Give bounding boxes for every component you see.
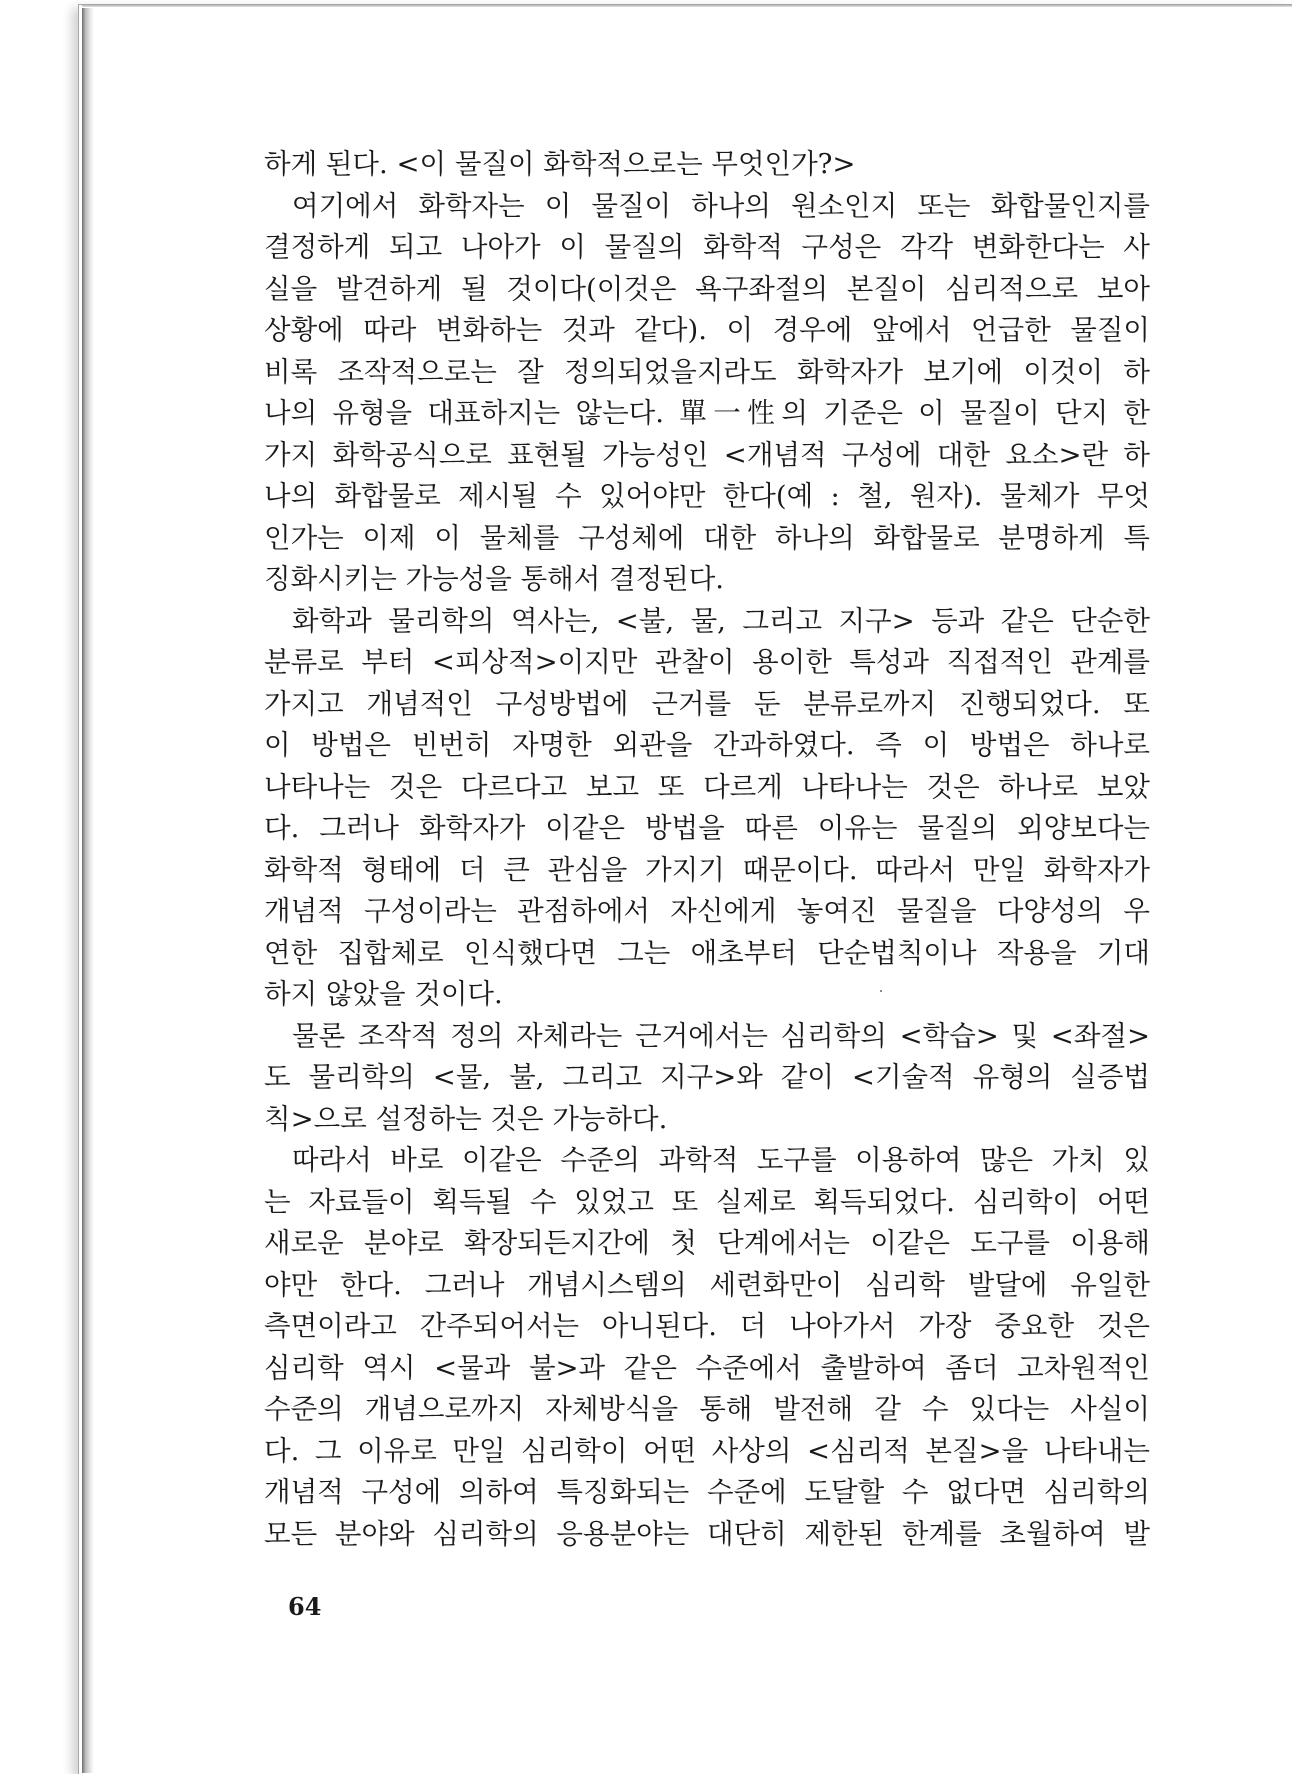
text-line: 따라서 바로 이같은 수준의 과학적 도구를 이용하여 많은 가치 있: [292, 1144, 1150, 1176]
text-line: 가지 화학공식으로 표현될 가능성인 <개념적 구성에 대한 요소>란 하: [264, 438, 1150, 471]
text-line: 모든 분야와 심리학의 응용분야는 대단히 제한된 한계를 초월하여 발: [264, 1517, 1150, 1550]
text-line: 야만 한다. 그러나 개념시스템의 세련화만이 심리학 발달에 유일한: [264, 1268, 1150, 1301]
text-line: 상황에 따라 변화하는 것과 같다). 이 경우에 앞에서 언급한 물질이: [264, 314, 1150, 346]
text-line: 화학적 형태에 더 큰 관심을 가지기 때문이다. 따라서 만일 화학자가: [264, 853, 1150, 886]
page-number: 64: [288, 1592, 322, 1621]
text-line: 측면이라고 간주되어서는 아니된다. 더 나아가서 가장 중요한 것은: [264, 1310, 1150, 1342]
text-line: 나타나는 것은 다르다고 보고 또 다르게 나타나는 것은 하나로 보았: [264, 770, 1150, 803]
text-line: 인가는 이제 이 물체를 구성체에 대한 하나의 화합물로 분명하게 특: [264, 521, 1150, 554]
text-line: 개념적 구성이라는 관점하에서 자신에게 놓여진 물질을 다양성의 우: [264, 895, 1150, 927]
text-line: 나의 유형을 대표하지는 않는다. 單一性의 기준은 이 물질이 단지 한: [264, 397, 1150, 429]
text-line: 물론 조작적 정의 자체라는 근거에서는 심리학의 <학습> 및 <좌절>: [292, 1019, 1150, 1052]
text-line: 심리학 역시 <물과 불>과 같은 수준에서 출발하여 좀더 고차원적인: [264, 1351, 1150, 1384]
page-top-edge: [82, 4, 1292, 7]
text-line: 비록 조작적으로는 잘 정의되었을지라도 화학자가 보기에 이것이 하: [264, 355, 1150, 388]
text-line: 새로운 분야로 확장되든지간에 첫 단계에서는 이같은 도구를 이용해: [264, 1227, 1150, 1259]
text-line: 실을 발견하게 될 것이다(이것은 욕구좌절의 본질이 심리적으로 보아: [264, 272, 1150, 305]
text-line: 결정하게 되고 나아가 이 물질의 화학적 구성은 각각 변화한다는 사: [264, 231, 1150, 263]
text-line: 수준의 개념으로까지 자체방식을 통해 발전해 갈 수 있다는 사실이: [264, 1393, 1150, 1425]
text-line: 칙>으로 설정하는 것은 가능하다.: [264, 1102, 668, 1135]
text-line: 여기에서 화학자는 이 물질이 하나의 원소인지 또는 화합물인지를: [292, 189, 1150, 222]
text-line: 하지 않았을 것이다.: [264, 978, 503, 1010]
text-line: 다. 그 이유로 만일 심리학이 어떤 사상의 <심리적 본질>을 나타내는: [264, 1434, 1150, 1467]
text-line: 가지고 개념적인 구성방법에 근거를 둔 분류로까지 진행되었다. 또: [264, 687, 1150, 720]
text-line: 화학과 물리학의 역사는, <불, 물, 그리고 지구> 등과 같은 단순한: [292, 604, 1150, 637]
text-line: 개념적 구성에 의하여 특징화되는 수준에 도달할 수 없다면 심리학의: [264, 1476, 1150, 1508]
text-line: 하게 된다. <이 물질이 화학적으로는 무엇인가?>: [264, 148, 856, 180]
text-line: 도 물리학의 <물, 불, 그리고 지구>와 같이 <기술적 유형의 실증법: [264, 1061, 1150, 1093]
body-text: [264, 144, 1150, 1555]
text-line: 징화시키는 가능성을 통해서 결정된다.: [264, 563, 725, 595]
print-speck: [880, 990, 882, 992]
text-line: 분류로 부터 <피상적>이지만 관찰이 용이한 특성과 직접적인 관계를: [264, 646, 1150, 678]
text-line: 는 자료들이 획득될 수 있었고 또 실제로 획득되었다. 심리학이 어떤: [264, 1185, 1150, 1218]
text-line: 이 방법은 빈번히 자명한 외관을 간과하였다. 즉 이 방법은 하나로: [264, 729, 1150, 761]
page-spine-edge: [82, 8, 94, 1773]
text-line: 연한 집합체로 인식했다면 그는 애초부터 단순법칙이나 작용을 기대: [264, 936, 1150, 969]
text-line: 나의 화합물로 제시될 수 있어야만 한다(예 : 철, 원자). 물체가 무엇: [264, 480, 1150, 512]
text-line: 다. 그러나 화학자가 이같은 방법을 따른 이유는 물질의 외양보다는: [264, 812, 1150, 844]
